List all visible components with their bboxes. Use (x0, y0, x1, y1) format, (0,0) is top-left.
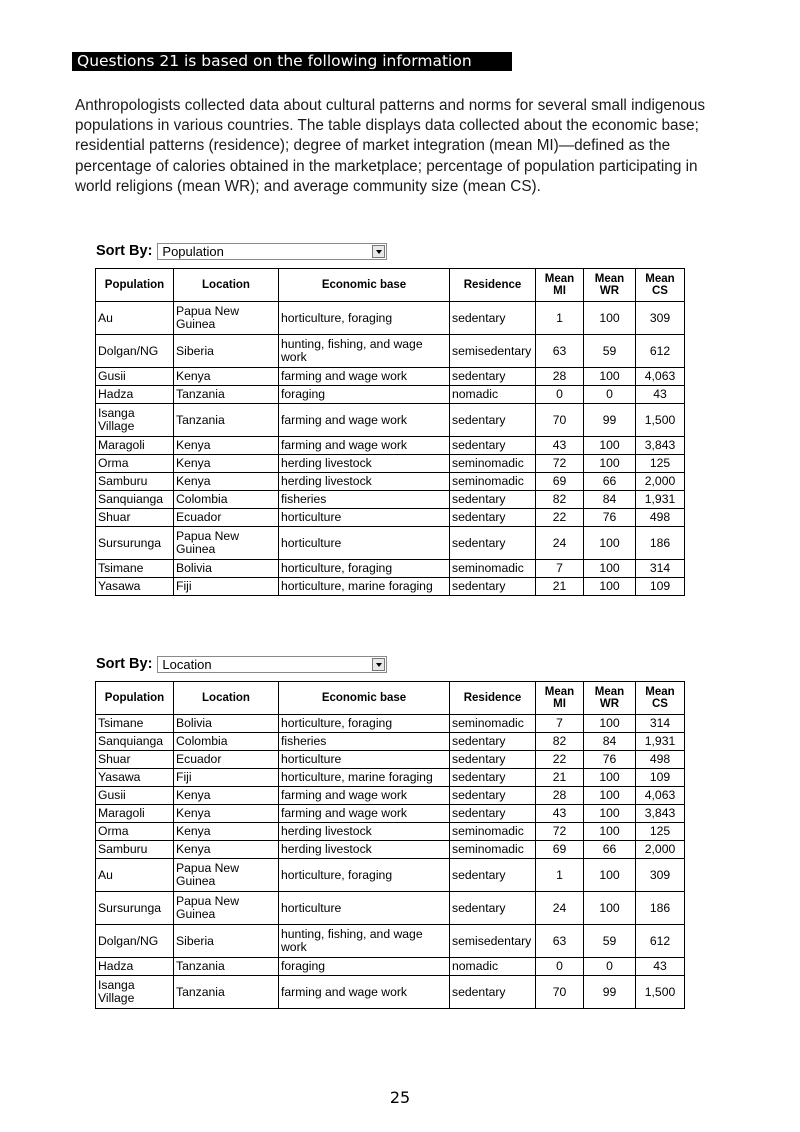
cell-economic-base: farming and wage work (279, 976, 450, 1009)
cell-population: Sanquianga (96, 733, 174, 751)
header-mean-cs: Mean CS (636, 269, 685, 302)
cell-mean-cs: 4,063 (636, 787, 685, 805)
cell-population: Hadza (96, 958, 174, 976)
sort-select[interactable] (157, 656, 387, 673)
cell-economic-base: horticulture (279, 509, 450, 527)
cell-economic-base: horticulture, foraging (279, 859, 450, 892)
table-row (96, 473, 685, 491)
cell-mean-wr: 100 (584, 455, 636, 473)
cell-economic-base: farming and wage work (279, 437, 450, 455)
cell-mean-wr: 100 (584, 368, 636, 386)
table-row (96, 491, 685, 509)
cell-mean-wr: 100 (584, 892, 636, 925)
cell-economic-base: herding livestock (279, 841, 450, 859)
cell-residence: sedentary (450, 527, 536, 560)
cell-mean-cs: 309 (636, 302, 685, 335)
cell-population: Yasawa (96, 769, 174, 787)
cell-mean-cs: 43 (636, 958, 685, 976)
section-banner: Questions 21 is based on the following information (72, 52, 512, 71)
cell-population: Gusii (96, 787, 174, 805)
cell-population: Isanga Village (96, 404, 174, 437)
cell-location: Bolivia (174, 715, 279, 733)
cell-economic-base: horticulture, marine foraging (279, 769, 450, 787)
table-row (96, 527, 685, 560)
cell-population: Gusii (96, 368, 174, 386)
header-population: Population (96, 682, 174, 715)
cell-mean-mi: 63 (536, 925, 584, 958)
cell-population: Dolgan/NG (96, 925, 174, 958)
table-header-row (96, 682, 685, 715)
cell-population: Sanquianga (96, 491, 174, 509)
cell-location: Tanzania (174, 386, 279, 404)
cell-mean-mi: 43 (536, 437, 584, 455)
cell-population: Sursurunga (96, 892, 174, 925)
cell-mean-wr: 100 (584, 578, 636, 596)
cell-population: Samburu (96, 473, 174, 491)
cell-population: Orma (96, 823, 174, 841)
header-residence: Residence (450, 269, 536, 302)
cell-residence: sedentary (450, 769, 536, 787)
cell-mean-mi: 22 (536, 509, 584, 527)
cell-residence: seminomadic (450, 455, 536, 473)
cell-mean-cs: 612 (636, 335, 685, 368)
header-population: Population (96, 269, 174, 302)
table-row (96, 823, 685, 841)
table-row (96, 386, 685, 404)
cell-mean-mi: 69 (536, 841, 584, 859)
cell-population: Maragoli (96, 805, 174, 823)
cell-mean-mi: 82 (536, 491, 584, 509)
sort-by-label: Sort By: (96, 243, 153, 259)
cell-residence: sedentary (450, 976, 536, 1009)
cell-economic-base: horticulture, marine foraging (279, 578, 450, 596)
table-row (96, 509, 685, 527)
table-row (96, 859, 685, 892)
cell-location: Papua New Guinea (174, 892, 279, 925)
cell-economic-base: herding livestock (279, 823, 450, 841)
cell-economic-base: hunting, fishing, and wage work (279, 335, 450, 368)
cell-mean-cs: 498 (636, 751, 685, 769)
cell-location: Kenya (174, 473, 279, 491)
table-row (96, 368, 685, 386)
table-row (96, 715, 685, 733)
cell-mean-wr: 59 (584, 335, 636, 368)
table-row (96, 733, 685, 751)
table-row (96, 751, 685, 769)
sort-select-value: Population (162, 243, 224, 259)
cell-economic-base: farming and wage work (279, 805, 450, 823)
cell-mean-mi: 82 (536, 733, 584, 751)
sort-bar-population (96, 241, 387, 261)
cell-mean-mi: 70 (536, 976, 584, 1009)
population-table (95, 268, 685, 596)
cell-mean-wr: 100 (584, 805, 636, 823)
cell-location: Kenya (174, 455, 279, 473)
sort-select-value: Location (162, 656, 212, 672)
cell-mean-mi: 0 (536, 386, 584, 404)
cell-mean-cs: 109 (636, 769, 685, 787)
cell-residence: sedentary (450, 437, 536, 455)
cell-mean-wr: 100 (584, 769, 636, 787)
cell-mean-wr: 100 (584, 437, 636, 455)
cell-mean-mi: 22 (536, 751, 584, 769)
cell-economic-base: horticulture, foraging (279, 715, 450, 733)
cell-mean-mi: 28 (536, 368, 584, 386)
cell-residence: nomadic (450, 386, 536, 404)
cell-economic-base: herding livestock (279, 473, 450, 491)
cell-location: Tanzania (174, 976, 279, 1009)
sort-bar-location (96, 654, 387, 674)
cell-location: Ecuador (174, 751, 279, 769)
cell-residence: seminomadic (450, 823, 536, 841)
cell-mean-cs: 3,843 (636, 437, 685, 455)
table-row (96, 892, 685, 925)
cell-population: Shuar (96, 751, 174, 769)
cell-economic-base: foraging (279, 958, 450, 976)
cell-residence: sedentary (450, 368, 536, 386)
cell-residence: sedentary (450, 302, 536, 335)
cell-location: Bolivia (174, 560, 279, 578)
cell-mean-cs: 314 (636, 715, 685, 733)
cell-population: Sursurunga (96, 527, 174, 560)
header-mean-wr: Mean WR (584, 269, 636, 302)
cell-mean-cs: 2,000 (636, 841, 685, 859)
cell-residence: sedentary (450, 859, 536, 892)
cell-mean-wr: 0 (584, 386, 636, 404)
header-location: Location (174, 682, 279, 715)
cell-residence: seminomadic (450, 715, 536, 733)
cell-mean-mi: 70 (536, 404, 584, 437)
cell-population: Hadza (96, 386, 174, 404)
cell-population: Tsimane (96, 715, 174, 733)
cell-residence: semisedentary (450, 925, 536, 958)
cell-mean-cs: 1,500 (636, 404, 685, 437)
cell-mean-wr: 66 (584, 473, 636, 491)
table-row (96, 437, 685, 455)
cell-mean-wr: 100 (584, 527, 636, 560)
cell-mean-mi: 28 (536, 787, 584, 805)
cell-population: Dolgan/NG (96, 335, 174, 368)
cell-mean-wr: 59 (584, 925, 636, 958)
table-row (96, 578, 685, 596)
intro-text: Anthropologists collected data about cultural patterns and norms for several small indigenous populations in various countries. The table displays data collected about the economic base; residential patterns (residence); degree of market integration (mean MI)—defined as the percentage of calories obtained in the marketplace; percentage of population participating in world religions (mean WR); and average community size (mean CS). (75, 97, 706, 195)
cell-mean-wr: 99 (584, 976, 636, 1009)
header-mean-cs: Mean CS (636, 682, 685, 715)
cell-location: Kenya (174, 805, 279, 823)
cell-location: Colombia (174, 733, 279, 751)
cell-location: Colombia (174, 491, 279, 509)
cell-mean-cs: 612 (636, 925, 685, 958)
cell-population: Maragoli (96, 437, 174, 455)
cell-location: Papua New Guinea (174, 527, 279, 560)
cell-location: Tanzania (174, 404, 279, 437)
table-row (96, 769, 685, 787)
cell-mean-wr: 0 (584, 958, 636, 976)
cell-mean-wr: 100 (584, 560, 636, 578)
table-row (96, 335, 685, 368)
cell-residence: sedentary (450, 404, 536, 437)
cell-mean-cs: 43 (636, 386, 685, 404)
cell-economic-base: fisheries (279, 491, 450, 509)
cell-location: Tanzania (174, 958, 279, 976)
cell-mean-cs: 1,931 (636, 491, 685, 509)
cell-residence: sedentary (450, 509, 536, 527)
header-mean-mi: Mean MI (536, 682, 584, 715)
cell-economic-base: horticulture, foraging (279, 560, 450, 578)
cell-mean-mi: 7 (536, 560, 584, 578)
cell-residence: seminomadic (450, 473, 536, 491)
cell-mean-mi: 69 (536, 473, 584, 491)
cell-mean-mi: 1 (536, 859, 584, 892)
cell-residence: sedentary (450, 892, 536, 925)
cell-population: Au (96, 859, 174, 892)
cell-population: Shuar (96, 509, 174, 527)
table-row (96, 302, 685, 335)
cell-mean-wr: 100 (584, 859, 636, 892)
dropdown-arrow-icon[interactable] (372, 658, 385, 671)
table-row (96, 925, 685, 958)
cell-economic-base: horticulture (279, 751, 450, 769)
cell-mean-wr: 84 (584, 733, 636, 751)
cell-location: Kenya (174, 787, 279, 805)
table-row (96, 404, 685, 437)
cell-economic-base: hunting, fishing, and wage work (279, 925, 450, 958)
cell-location: Siberia (174, 335, 279, 368)
cell-mean-wr: 66 (584, 841, 636, 859)
header-mean-wr: Mean WR (584, 682, 636, 715)
cell-residence: sedentary (450, 733, 536, 751)
header-economic-base: Economic base (279, 269, 450, 302)
cell-mean-wr: 76 (584, 509, 636, 527)
cell-population: Samburu (96, 841, 174, 859)
cell-mean-cs: 498 (636, 509, 685, 527)
cell-economic-base: farming and wage work (279, 404, 450, 437)
cell-mean-mi: 0 (536, 958, 584, 976)
cell-location: Ecuador (174, 509, 279, 527)
table-row (96, 976, 685, 1009)
cell-location: Fiji (174, 578, 279, 596)
table-row (96, 560, 685, 578)
cell-mean-wr: 100 (584, 302, 636, 335)
cell-mean-cs: 1,931 (636, 733, 685, 751)
cell-residence: seminomadic (450, 560, 536, 578)
cell-mean-mi: 24 (536, 892, 584, 925)
cell-location: Kenya (174, 841, 279, 859)
cell-mean-mi: 21 (536, 578, 584, 596)
cell-mean-wr: 84 (584, 491, 636, 509)
cell-mean-cs: 4,063 (636, 368, 685, 386)
cell-economic-base: horticulture (279, 527, 450, 560)
cell-mean-wr: 100 (584, 823, 636, 841)
cell-location: Kenya (174, 368, 279, 386)
table-row (96, 787, 685, 805)
cell-mean-cs: 109 (636, 578, 685, 596)
cell-location: Papua New Guinea (174, 302, 279, 335)
cell-mean-wr: 100 (584, 787, 636, 805)
header-location: Location (174, 269, 279, 302)
cell-residence: sedentary (450, 491, 536, 509)
cell-location: Kenya (174, 823, 279, 841)
cell-residence: sedentary (450, 751, 536, 769)
header-residence: Residence (450, 682, 536, 715)
location-table (95, 681, 685, 1009)
cell-economic-base: foraging (279, 386, 450, 404)
cell-mean-cs: 314 (636, 560, 685, 578)
cell-mean-mi: 1 (536, 302, 584, 335)
table-row (96, 841, 685, 859)
intro-paragraph (75, 96, 715, 197)
cell-population: Tsimane (96, 560, 174, 578)
cell-mean-cs: 186 (636, 527, 685, 560)
cell-mean-wr: 76 (584, 751, 636, 769)
sort-by-label: Sort By: (96, 656, 153, 672)
cell-mean-cs: 3,843 (636, 805, 685, 823)
cell-residence: sedentary (450, 787, 536, 805)
cell-mean-cs: 125 (636, 455, 685, 473)
header-economic-base: Economic base (279, 682, 450, 715)
sort-select[interactable] (157, 243, 387, 260)
cell-residence: sedentary (450, 805, 536, 823)
cell-mean-mi: 72 (536, 455, 584, 473)
cell-economic-base: fisheries (279, 733, 450, 751)
cell-population: Yasawa (96, 578, 174, 596)
cell-population: Isanga Village (96, 976, 174, 1009)
cell-mean-mi: 21 (536, 769, 584, 787)
cell-mean-mi: 72 (536, 823, 584, 841)
cell-economic-base: herding livestock (279, 455, 450, 473)
cell-mean-cs: 1,500 (636, 976, 685, 1009)
cell-mean-cs: 125 (636, 823, 685, 841)
header-mean-mi: Mean MI (536, 269, 584, 302)
table-row (96, 958, 685, 976)
cell-mean-mi: 7 (536, 715, 584, 733)
cell-population: Au (96, 302, 174, 335)
cell-mean-cs: 309 (636, 859, 685, 892)
cell-location: Kenya (174, 437, 279, 455)
cell-economic-base: horticulture (279, 892, 450, 925)
dropdown-arrow-icon[interactable] (372, 245, 385, 258)
cell-economic-base: horticulture, foraging (279, 302, 450, 335)
cell-mean-mi: 43 (536, 805, 584, 823)
cell-population: Orma (96, 455, 174, 473)
cell-economic-base: farming and wage work (279, 787, 450, 805)
cell-residence: seminomadic (450, 841, 536, 859)
cell-mean-mi: 24 (536, 527, 584, 560)
cell-mean-cs: 186 (636, 892, 685, 925)
cell-mean-wr: 99 (584, 404, 636, 437)
table-header-row (96, 269, 685, 302)
table-row (96, 805, 685, 823)
cell-location: Siberia (174, 925, 279, 958)
cell-location: Fiji (174, 769, 279, 787)
cell-economic-base: farming and wage work (279, 368, 450, 386)
cell-residence: sedentary (450, 578, 536, 596)
cell-residence: nomadic (450, 958, 536, 976)
table-row (96, 455, 685, 473)
cell-mean-mi: 63 (536, 335, 584, 368)
cell-mean-cs: 2,000 (636, 473, 685, 491)
cell-residence: semisedentary (450, 335, 536, 368)
cell-mean-wr: 100 (584, 715, 636, 733)
cell-location: Papua New Guinea (174, 859, 279, 892)
page-number: 25 (389, 1088, 411, 1107)
